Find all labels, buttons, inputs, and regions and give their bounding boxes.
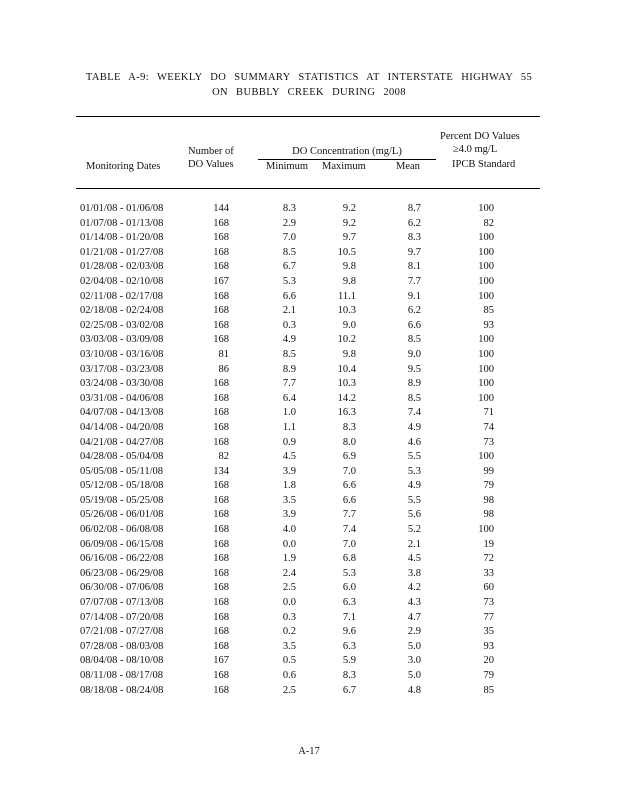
cell-maximum: 6.6 — [342, 480, 356, 492]
table-row — [0, 655, 618, 670]
cell-maximum: 8.0 — [342, 436, 356, 448]
cell-minimum: 0.3 — [282, 319, 296, 331]
cell-number-of-values: 168 — [213, 480, 229, 492]
cell-number-of-values: 82 — [218, 451, 229, 463]
cell-maximum: 10.4 — [337, 363, 356, 375]
cell-number-of-values: 168 — [213, 217, 229, 229]
cell-dates: 07/21/08 - 07/27/08 — [80, 626, 164, 638]
cell-mean: 8.5 — [407, 334, 421, 346]
cell-dates: 03/03/08 - 03/09/08 — [80, 334, 164, 346]
cell-number-of-values: 168 — [213, 436, 229, 448]
cell-minimum: 8.5 — [282, 246, 296, 258]
cell-dates: 06/16/08 - 06/22/08 — [80, 553, 164, 565]
cell-number-of-values: 168 — [213, 290, 229, 302]
table-row — [0, 218, 618, 233]
cell-mean: 9.0 — [407, 348, 421, 360]
cell-number-of-values: 167 — [213, 275, 229, 287]
cell-mean: 4.6 — [407, 436, 421, 448]
table-row — [0, 247, 618, 262]
cell-dates: 01/01/08 - 01/06/08 — [80, 203, 164, 214]
cell-maximum: 5.9 — [342, 655, 356, 667]
cell-number-of-values: 168 — [213, 494, 229, 506]
cell-percent: 100 — [478, 348, 494, 360]
cell-dates: 01/14/08 - 01/20/08 — [80, 232, 164, 244]
cell-minimum: 0.6 — [282, 670, 296, 681]
cell-minimum: 2.1 — [282, 305, 296, 317]
top-rule — [76, 116, 540, 117]
cell-maximum: 9.2 — [342, 203, 356, 214]
table-body — [0, 203, 618, 699]
table-row — [0, 203, 618, 218]
table-row — [0, 670, 618, 685]
cell-number-of-values: 168 — [213, 538, 229, 550]
cell-mean: 6.2 — [407, 217, 421, 229]
cell-mean: 9.5 — [407, 363, 421, 375]
cell-percent: 19 — [483, 538, 494, 550]
cell-percent: 33 — [483, 567, 494, 579]
monitoring-dates-header: Monitoring Dates — [86, 161, 161, 172]
cell-number-of-values: 168 — [213, 670, 229, 681]
cell-minimum: 0.5 — [282, 655, 296, 667]
cell-dates: 02/18/08 - 02/24/08 — [80, 305, 164, 317]
cell-mean: 8.7 — [407, 203, 421, 214]
cell-maximum: 9.6 — [342, 626, 356, 638]
cell-mean: 6.2 — [407, 305, 421, 317]
cell-mean: 5.3 — [407, 465, 421, 477]
cell-percent: 100 — [478, 290, 494, 302]
cell-maximum: 10.3 — [337, 378, 356, 390]
percent-header-line1: Percent DO Values — [440, 131, 520, 142]
cell-mean: 8.5 — [407, 392, 421, 404]
cell-mean: 5.2 — [407, 524, 421, 536]
cell-minimum: 3.5 — [282, 640, 296, 652]
cell-dates: 04/21/08 - 04/27/08 — [80, 436, 164, 448]
cell-minimum: 7.0 — [282, 232, 296, 244]
table-row — [0, 232, 618, 247]
table-row — [0, 378, 618, 393]
cell-percent: 100 — [478, 378, 494, 390]
cell-minimum: 6.6 — [282, 290, 296, 302]
cell-maximum: 6.9 — [342, 451, 356, 463]
cell-percent: 35 — [483, 626, 494, 638]
table-row — [0, 437, 618, 452]
cell-percent: 73 — [483, 436, 494, 448]
cell-percent: 100 — [478, 334, 494, 346]
cell-mean: 5.6 — [407, 509, 421, 521]
table-row — [0, 539, 618, 554]
cell-mean: 9.7 — [407, 246, 421, 258]
cell-number-of-values: 168 — [213, 232, 229, 244]
table-row — [0, 305, 618, 320]
cell-mean: 4.9 — [407, 421, 421, 433]
cell-number-of-values: 168 — [213, 626, 229, 638]
cell-maximum: 10.5 — [337, 246, 356, 258]
cell-maximum: 14.2 — [337, 392, 356, 404]
cell-dates: 05/26/08 - 06/01/08 — [80, 509, 164, 521]
cell-mean: 6.6 — [407, 319, 421, 331]
cell-maximum: 9.8 — [342, 275, 356, 287]
cell-mean: 5.5 — [407, 494, 421, 506]
cell-percent: 100 — [478, 275, 494, 287]
cell-maximum: 6.0 — [342, 582, 356, 594]
concentration-subrule — [258, 159, 436, 160]
cell-minimum: 2.5 — [282, 582, 296, 594]
cell-percent: 82 — [483, 217, 494, 229]
cell-number-of-values: 168 — [213, 582, 229, 594]
cell-percent: 79 — [483, 480, 494, 492]
cell-minimum: 2.5 — [282, 684, 296, 696]
header-rule — [76, 188, 540, 189]
cell-minimum: 3.9 — [282, 509, 296, 521]
cell-dates: 08/11/08 - 08/17/08 — [80, 670, 164, 681]
cell-percent: 100 — [478, 524, 494, 536]
cell-percent: 100 — [478, 451, 494, 463]
table-row — [0, 582, 618, 597]
cell-minimum: 4.5 — [282, 451, 296, 463]
cell-percent: 98 — [483, 509, 494, 521]
cell-number-of-values: 168 — [213, 246, 229, 258]
cell-number-of-values: 168 — [213, 524, 229, 536]
cell-number-of-values: 168 — [213, 392, 229, 404]
page-number: A-17 — [298, 746, 320, 757]
cell-minimum: 8.5 — [282, 348, 296, 360]
cell-maximum: 7.7 — [342, 509, 356, 521]
cell-mean: 7.7 — [407, 275, 421, 287]
cell-number-of-values: 168 — [213, 640, 229, 652]
cell-number-of-values: 168 — [213, 334, 229, 346]
cell-number-of-values: 168 — [213, 378, 229, 390]
do-concentration-header: DO Concentration (mg/L) — [292, 146, 402, 157]
table-row — [0, 524, 618, 539]
cell-dates: 05/12/08 - 05/18/08 — [80, 480, 164, 492]
cell-percent: 85 — [483, 684, 494, 696]
cell-minimum: 4.0 — [282, 524, 296, 536]
table-row — [0, 364, 618, 379]
cell-maximum: 8.3 — [342, 670, 356, 681]
minimum-header: Minimum — [266, 161, 309, 172]
cell-mean: 2.1 — [407, 538, 421, 550]
cell-mean: 8.1 — [407, 261, 421, 273]
cell-maximum: 7.1 — [342, 611, 356, 623]
cell-mean: 4.9 — [407, 480, 421, 492]
cell-minimum: 0.0 — [282, 597, 296, 609]
cell-dates: 01/07/08 - 01/13/08 — [80, 217, 164, 229]
cell-maximum: 7.0 — [342, 538, 356, 550]
cell-dates: 07/14/08 - 07/20/08 — [80, 611, 164, 623]
cell-percent: 20 — [483, 655, 494, 667]
cell-mean: 4.5 — [407, 553, 421, 565]
cell-percent: 100 — [478, 203, 494, 214]
cell-mean: 5.0 — [407, 670, 421, 681]
cell-percent: 93 — [483, 319, 494, 331]
cell-percent: 74 — [483, 421, 494, 433]
cell-number-of-values: 168 — [213, 553, 229, 565]
table-title-line1: TABLE A-9: WEEKLY DO SUMMARY STATISTICS AT INTERSTATE HIGHWAY 55 — [85, 72, 533, 83]
cell-mean: 8.3 — [407, 232, 421, 244]
cell-mean: 5.0 — [407, 640, 421, 652]
cell-minimum: 4.9 — [282, 334, 296, 346]
cell-number-of-values: 81 — [218, 348, 229, 360]
cell-dates: 02/11/08 - 02/17/08 — [80, 290, 164, 302]
table-row — [0, 334, 618, 349]
cell-mean: 2.9 — [407, 626, 421, 638]
cell-maximum: 7.0 — [342, 465, 356, 477]
cell-maximum: 6.7 — [342, 684, 356, 696]
cell-dates: 02/25/08 - 03/02/08 — [80, 319, 164, 331]
cell-dates: 02/04/08 - 02/10/08 — [80, 275, 164, 287]
cell-dates: 06/30/08 - 07/06/08 — [80, 582, 164, 594]
cell-maximum: 10.3 — [337, 305, 356, 317]
cell-maximum: 9.7 — [342, 232, 356, 244]
cell-mean: 7.4 — [407, 407, 421, 419]
cell-minimum: 0.2 — [282, 626, 296, 638]
table-row — [0, 320, 618, 335]
cell-minimum: 1.8 — [282, 480, 296, 492]
cell-percent: 71 — [483, 407, 494, 419]
cell-percent: 73 — [483, 597, 494, 609]
cell-mean: 4.7 — [407, 611, 421, 623]
table-row — [0, 509, 618, 524]
cell-minimum: 0.0 — [282, 538, 296, 550]
mean-header: Mean — [396, 161, 420, 172]
cell-number-of-values: 168 — [213, 597, 229, 609]
cell-minimum: 5.3 — [282, 275, 296, 287]
cell-dates: 03/24/08 - 03/30/08 — [80, 378, 164, 390]
cell-minimum: 6.7 — [282, 261, 296, 273]
cell-maximum: 9.8 — [342, 348, 356, 360]
table-row — [0, 466, 618, 481]
cell-percent: 100 — [478, 261, 494, 273]
cell-minimum: 1.1 — [282, 421, 296, 433]
cell-number-of-values: 86 — [218, 363, 229, 375]
cell-mean: 8.9 — [407, 378, 421, 390]
cell-percent: 100 — [478, 392, 494, 404]
table-row — [0, 612, 618, 627]
cell-maximum: 11.1 — [338, 290, 356, 302]
cell-dates: 06/02/08 - 06/08/08 — [80, 524, 164, 536]
cell-dates: 07/28/08 - 08/03/08 — [80, 640, 164, 652]
cell-dates: 04/28/08 - 05/04/08 — [80, 451, 164, 463]
cell-minimum: 2.9 — [282, 217, 296, 229]
maximum-header: Maximum — [322, 161, 366, 172]
cell-percent: 77 — [483, 611, 494, 623]
cell-percent: 98 — [483, 494, 494, 506]
table-row — [0, 553, 618, 568]
cell-dates: 06/09/08 - 06/15/08 — [80, 538, 164, 550]
cell-maximum: 5.3 — [342, 567, 356, 579]
cell-percent: 93 — [483, 640, 494, 652]
cell-maximum: 6.8 — [342, 553, 356, 565]
cell-number-of-values: 168 — [213, 509, 229, 521]
cell-maximum: 10.2 — [337, 334, 356, 346]
cell-maximum: 6.3 — [342, 597, 356, 609]
table-row — [0, 407, 618, 422]
cell-number-of-values: 168 — [213, 567, 229, 579]
table-row — [0, 261, 618, 276]
number-header-line2: DO Values — [188, 159, 234, 170]
cell-percent: 100 — [478, 246, 494, 258]
cell-percent: 99 — [483, 465, 494, 477]
cell-minimum: 0.3 — [282, 611, 296, 623]
cell-minimum: 6.4 — [282, 392, 296, 404]
cell-number-of-values: 168 — [213, 407, 229, 419]
cell-minimum: 8.9 — [282, 363, 296, 375]
cell-number-of-values: 168 — [213, 319, 229, 331]
cell-mean: 9.1 — [407, 290, 421, 302]
cell-number-of-values: 144 — [213, 203, 229, 214]
cell-number-of-values: 168 — [213, 421, 229, 433]
cell-dates: 04/07/08 - 04/13/08 — [80, 407, 164, 419]
cell-dates: 04/14/08 - 04/20/08 — [80, 421, 164, 433]
cell-mean: 4.3 — [407, 597, 421, 609]
cell-minimum: 2.4 — [282, 567, 296, 579]
cell-dates: 08/04/08 - 08/10/08 — [80, 655, 164, 667]
table-row — [0, 568, 618, 583]
cell-percent: 100 — [478, 363, 494, 375]
percent-header-line2: ≥4.0 mg/L — [453, 144, 498, 155]
table-row — [0, 495, 618, 510]
percent-header-line3: IPCB Standard — [452, 159, 516, 170]
cell-mean: 3.0 — [407, 655, 421, 667]
table-row — [0, 626, 618, 641]
cell-dates: 06/23/08 - 06/29/08 — [80, 567, 164, 579]
table-row — [0, 349, 618, 364]
cell-minimum: 1.0 — [282, 407, 296, 419]
table-row — [0, 276, 618, 291]
cell-dates: 07/07/08 - 07/13/08 — [80, 597, 164, 609]
cell-percent: 79 — [483, 670, 494, 681]
cell-minimum: 3.9 — [282, 465, 296, 477]
table-row — [0, 480, 618, 495]
cell-dates: 01/21/08 - 01/27/08 — [80, 246, 164, 258]
table-row — [0, 291, 618, 306]
cell-number-of-values: 168 — [213, 611, 229, 623]
cell-maximum: 9.2 — [342, 217, 356, 229]
cell-dates: 05/19/08 - 05/25/08 — [80, 494, 164, 506]
table-row — [0, 685, 618, 700]
table-row — [0, 422, 618, 437]
cell-maximum: 8.3 — [342, 421, 356, 433]
cell-number-of-values: 168 — [213, 305, 229, 317]
cell-number-of-values: 167 — [213, 655, 229, 667]
cell-dates: 01/28/08 - 02/03/08 — [80, 261, 164, 273]
cell-mean: 4.2 — [407, 582, 421, 594]
cell-maximum: 7.4 — [342, 524, 356, 536]
table-row — [0, 641, 618, 656]
table-row — [0, 451, 618, 466]
cell-dates: 03/17/08 - 03/23/08 — [80, 363, 164, 375]
table-row — [0, 597, 618, 612]
cell-mean: 3.8 — [407, 567, 421, 579]
cell-mean: 4.8 — [407, 684, 421, 696]
cell-minimum: 3.5 — [282, 494, 296, 506]
cell-maximum: 9.8 — [342, 261, 356, 273]
cell-minimum: 0.9 — [282, 436, 296, 448]
cell-maximum: 9.0 — [342, 319, 356, 331]
cell-minimum: 7.7 — [282, 378, 296, 390]
cell-mean: 5.5 — [407, 451, 421, 463]
cell-dates: 03/10/08 - 03/16/08 — [80, 348, 164, 360]
cell-dates: 08/18/08 - 08/24/08 — [80, 684, 164, 696]
cell-maximum: 6.3 — [342, 640, 356, 652]
cell-percent: 72 — [483, 553, 494, 565]
cell-dates: 05/05/08 - 05/11/08 — [80, 465, 164, 477]
cell-number-of-values: 168 — [213, 684, 229, 696]
cell-number-of-values: 168 — [213, 261, 229, 273]
table-title-line2: ON BUBBLY CREEK DURING 2008 — [212, 87, 406, 98]
table-row — [0, 393, 618, 408]
cell-percent: 60 — [483, 582, 494, 594]
cell-percent: 85 — [483, 305, 494, 317]
cell-number-of-values: 134 — [213, 465, 229, 477]
cell-minimum: 8.3 — [282, 203, 296, 214]
cell-maximum: 6.6 — [342, 494, 356, 506]
cell-dates: 03/31/08 - 04/06/08 — [80, 392, 164, 404]
number-header-line1: Number of — [188, 146, 234, 157]
cell-minimum: 1.9 — [282, 553, 296, 565]
cell-percent: 100 — [478, 232, 494, 244]
cell-maximum: 16.3 — [337, 407, 356, 419]
